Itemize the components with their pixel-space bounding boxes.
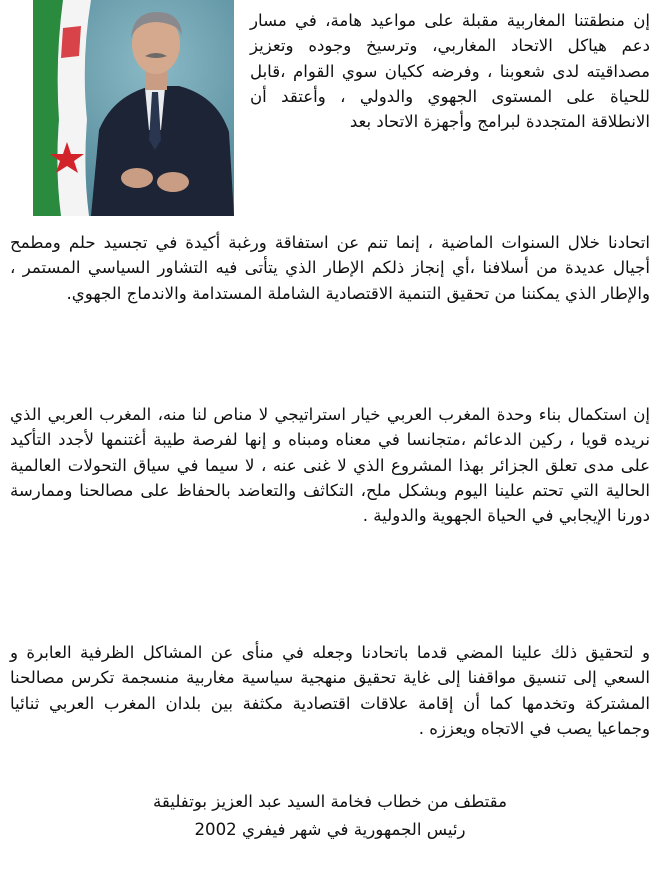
algerian-flag [33,0,91,216]
paragraph-1-intro: إن منطقتنا المغاربية مقبلة على مواعيد هامة، في مسار دعم هياكل الاتحاد المغاربي، وترسيخ وجوده وتعزيز مصداقيته لدى شعوبنا ، وفرضه ككيان سوي القوام ،قابل للحياة على المستوى الجهوي والدولي ، وأعتقد أن الانطلاقة المتجددة لبرامج وأجهزة الاتحاد بعد [250,11,650,132]
paragraph-3: و لتحقيق ذلك علينا المضي قدما باتحادنا وجعله في منأى عن المشاكل الظرفية العابرة و السعي إلى تنسيق مواقفنا إلى غاية تحقيق منهجية سياسية مغاربية منسجمة تكرس مصالحنا المشتركة وتخدمها كما أن إقامة علاقات اقتصادية مكثفة بين بلدان المغرب العربي ثنائيا وجماعيا يصب في الاتجاه ويعززه . [10,643,650,738]
speech-attribution [0,788,660,844]
portrait-image [33,0,234,216]
president-portrait [33,0,234,216]
attribution-line-2: رئيس الجمهورية في شهر فيفري 2002 [194,820,466,839]
paragraph-2: إن استكمال بناء وحدة المغرب العربي خيار استراتيجي لا مناص لنا منه، المغرب العربي الذي نريده قويا ، ركين الدعائم ،متجانسا في معناه ومبناه و إنها لفرصة طيبة أغتنمها لأجدد التأكيد على مدى تعلق الجزائر بهذا المشروع الذي لا غنى عنه ، لا سيما في سياق التحولات العالمية الحالية التي تحتم علينا اليوم وبشكل ملح، التكاثف والتعاضد بالحفاظ على مصالحنا وممارسة دورنا الإيجابي في الحياة الجهوية والدولية . [10,405,650,526]
paragraph-1-continued: اتحادنا خلال السنوات الماضية ، إنما تنم عن استفاقة ورغبة أكيدة في تجسيد حلم ومطمح أجيال عديدة من أسلافنا ،أي إنجاز ذلكم الإطار الذي يتأتى فيه التشاور السياسي المستمر ، والإطار الذي يمكننا من تحقيق التنمية الاقتصادية الشاملة المستدامة والاندماج الجهوي. [10,233,650,303]
attribution-line-1: مقتطف من خطاب فخامة السيد عبد العزيز بوتفليقة [153,792,507,811]
